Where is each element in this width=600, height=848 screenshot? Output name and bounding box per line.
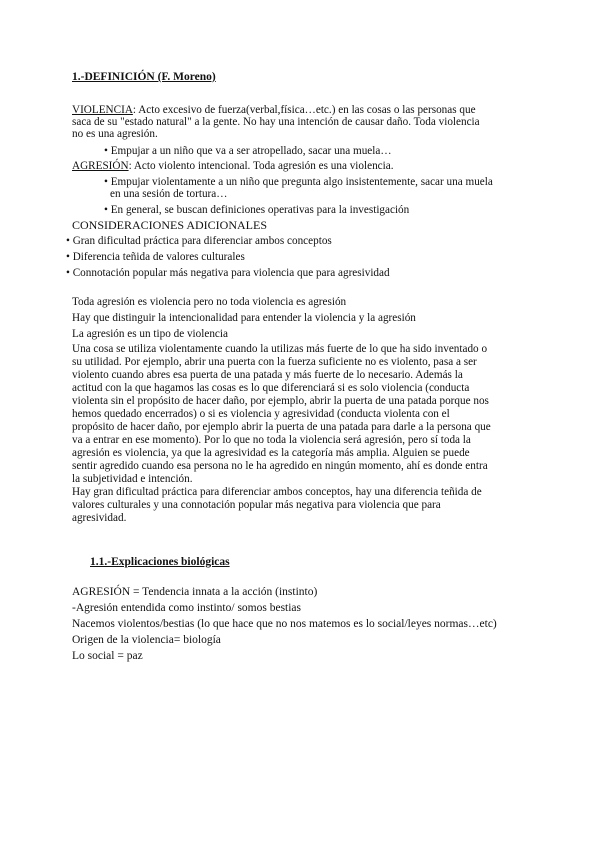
paragraph-line: violenta sin el propósito de hacer daño, por ejemplo, abrir la puerta de una patada porque nos — [72, 395, 489, 407]
violencia-definition-line-3: no es una agresión. — [72, 128, 158, 140]
paragraph-line: agresividad. — [72, 512, 127, 524]
violencia-example-bullet: • Empujar a un niño que va a ser atropellado, sacar una muela… — [104, 145, 392, 157]
paragraph-line: va a entrar en ese momento). Por lo que no toda la violencia será agresión, pero sí toda la — [72, 434, 471, 446]
agresion-example-bullet-line-1: • Empujar violentamente a un niño que pregunta algo insistentemente, sacar una muela — [104, 176, 493, 188]
summary-line-3: La agresión es un tipo de violencia — [72, 328, 228, 340]
section-heading-definicion: 1.-DEFINICIÓN (F. Moreno) — [72, 71, 216, 83]
summary-line-2: Hay que distinguir la intencionalidad para entender la violencia y la agresión — [72, 312, 416, 324]
agresion-term: AGRESIÓN — [72, 160, 129, 172]
paragraph-line: hemos quedado encerrados) o si es violencia y agresividad (conducta violenta con el — [72, 408, 450, 420]
section-heading-biologicas: 1.1.-Explicaciones biológicas — [90, 556, 230, 568]
bio-line-3: Nacemos violentos/bestias (lo que hace que no nos matemos es lo social/leyes normas…etc) — [72, 618, 497, 630]
paragraph-line: Hay gran dificultad práctica para diferenciar ambos conceptos, hay una diferencia teñida de — [72, 486, 482, 498]
violencia-term: VIOLENCIA — [72, 104, 133, 116]
violencia-definition-text: : Acto excesivo de fuerza(verbal,física…etc.) en las cosas o las personas que — [132, 104, 476, 116]
paragraph-line: valores culturales y una connotación popular más negativa para violencia que para — [72, 499, 441, 511]
bio-line-4: Origen de la violencia= biología — [72, 634, 221, 646]
consideraciones-title: CONSIDERACIONES ADICIONALES — [72, 218, 268, 232]
paragraph-line: la subjetividad e intención. — [72, 473, 193, 485]
paragraph-line: violento cuando abres esa puerta de una patada y más fuerte de lo necesario. Además la — [72, 369, 463, 381]
agresion-definition-line — [72, 160, 394, 173]
summary-paragraph — [72, 486, 532, 525]
violencia-definition-line-2: saca de su "estado natural" a la gente. No hay una intención de causar daño. Toda violencia — [72, 116, 480, 128]
paragraph-line: propósito de hacer daño, por ejemplo abrir la puerta de una patada para darle a la persona que — [72, 421, 491, 433]
paragraph-line: Una cosa se utiliza violentamente cuando la utilizas más fuerte de lo que ha sido inventado o — [72, 343, 488, 355]
paragraph-line: actitud con la que hagamos las cosas es lo que diferenciará si es solo violencia (conducta — [72, 382, 470, 394]
bio-line-5: Lo social = paz — [72, 650, 143, 662]
paragraph-line: su utilidad. Por ejemplo, abrir una puerta con la fuerza suficiente no es violento, pasa a ser — [72, 356, 477, 368]
consideracion-item: • Connotación popular más negativa para violencia que para agresividad — [66, 267, 390, 279]
explanation-paragraph — [72, 343, 532, 486]
consideracion-item: • Gran dificultad práctica para diferenciar ambos conceptos — [66, 235, 332, 247]
agresion-example-bullet-line-2: en una sesión de tortura… — [110, 188, 228, 200]
consideracion-item: • Diferencia teñida de valores culturales — [66, 251, 245, 263]
summary-line-1: Toda agresión es violencia pero no toda violencia es agresión — [72, 296, 347, 308]
agresion-definition-text: : Acto violento intencional. Toda agresión es una violencia. — [128, 160, 394, 172]
bio-line-1: AGRESIÓN = Tendencia innata a la acción (instinto) — [72, 586, 318, 598]
bio-line-2: -Agresión entendida como instinto/ somos bestias — [72, 602, 302, 614]
operative-definitions-bullet: • En general, se buscan definiciones operativas para la investigación — [104, 204, 410, 216]
paragraph-line: sentir agredido cuando esa persona no le ha agredido en ningún momento, ahí es donde entra — [72, 460, 488, 472]
paragraph-line: agresión es violencia, ya que la agresividad es la categoría más amplia. Alguien se puede — [72, 447, 470, 459]
